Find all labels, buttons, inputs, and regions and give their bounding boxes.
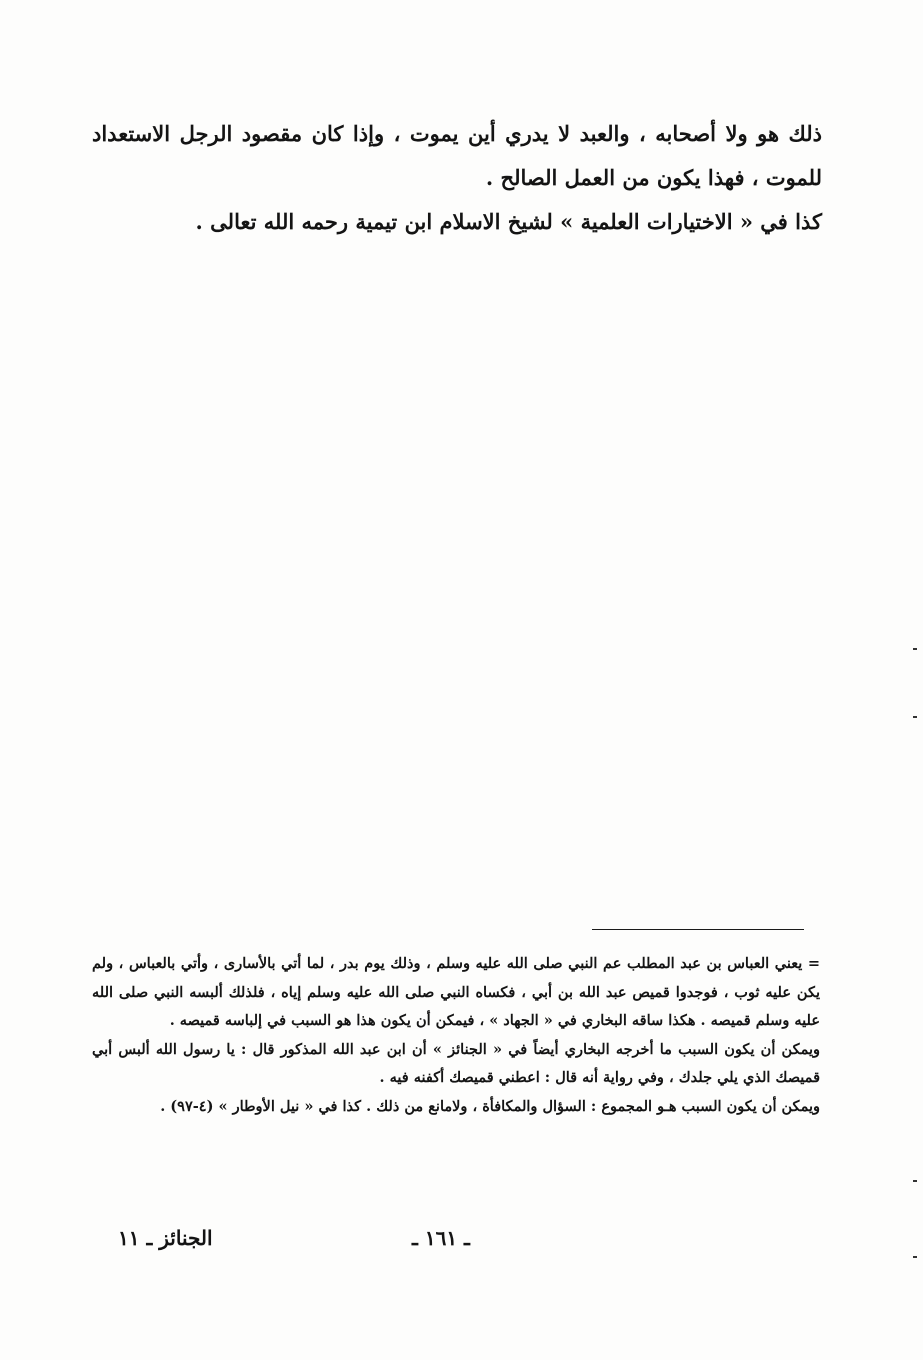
footer-signature: الجنائز ـ ١١ — [118, 1226, 213, 1250]
footnotes — [92, 950, 820, 1121]
edge-mark — [913, 1180, 917, 1182]
edge-mark — [913, 1256, 917, 1258]
main-text — [92, 112, 822, 244]
edge-mark — [913, 648, 917, 650]
citation-paragraph: كذا في « الاختيارات العلمية » لشيخ الاسلام ابن تيمية رحمه الله تعالى . — [195, 209, 822, 234]
footnote-paragraph: = يعني العباس بن عبد المطلب عم النبي صلى الله عليه وسلم ، وذلك يوم بدر ، لما أتي بالأسارى ، وأتي بالعباس ، ولم يكن عليه ثوب ، فوجدوا قميص عبد الله بن أبي ، فكساه النبي صلى الله عليه وسلم إياه ، فلذلك ألبسه النبي صلى الله عليه وسلم قميصه . هكذا ساقه البخاري في « الجهاد » ، فيمكن أن يكون هذا هو السبب في إلباسه قميصه . — [92, 955, 820, 1029]
footnote-separator — [592, 929, 804, 930]
edge-mark — [913, 716, 917, 718]
footnote-paragraph: ويمكن أن يكون السبب ما أخرجه البخاري أيضاً في « الجنائز » أن ابن عبد الله المذكور قال : يا رسول الله ألبس أبي قميصك الذي يلي جلدك ، وفي رواية أنه قال : اعطني قميصك أكفنه فيه . — [92, 1040, 820, 1086]
page-number: ـ ١٦١ ـ — [412, 1226, 470, 1250]
footnote-paragraph: ويمكن أن يكون السبب هـو المجموع : السؤال والمكافأة ، ولامانع من ذلك . كذا في « نيل الأوطار » (٤-٩٧) . — [160, 1097, 820, 1115]
main-paragraph: ذلك هو ولا أصحابه ، والعبد لا يدري أين يموت ، وإذا كان مقصود الرجل الاستعداد للموت ، فهذا يكون من العمل الصالح . — [92, 121, 822, 190]
